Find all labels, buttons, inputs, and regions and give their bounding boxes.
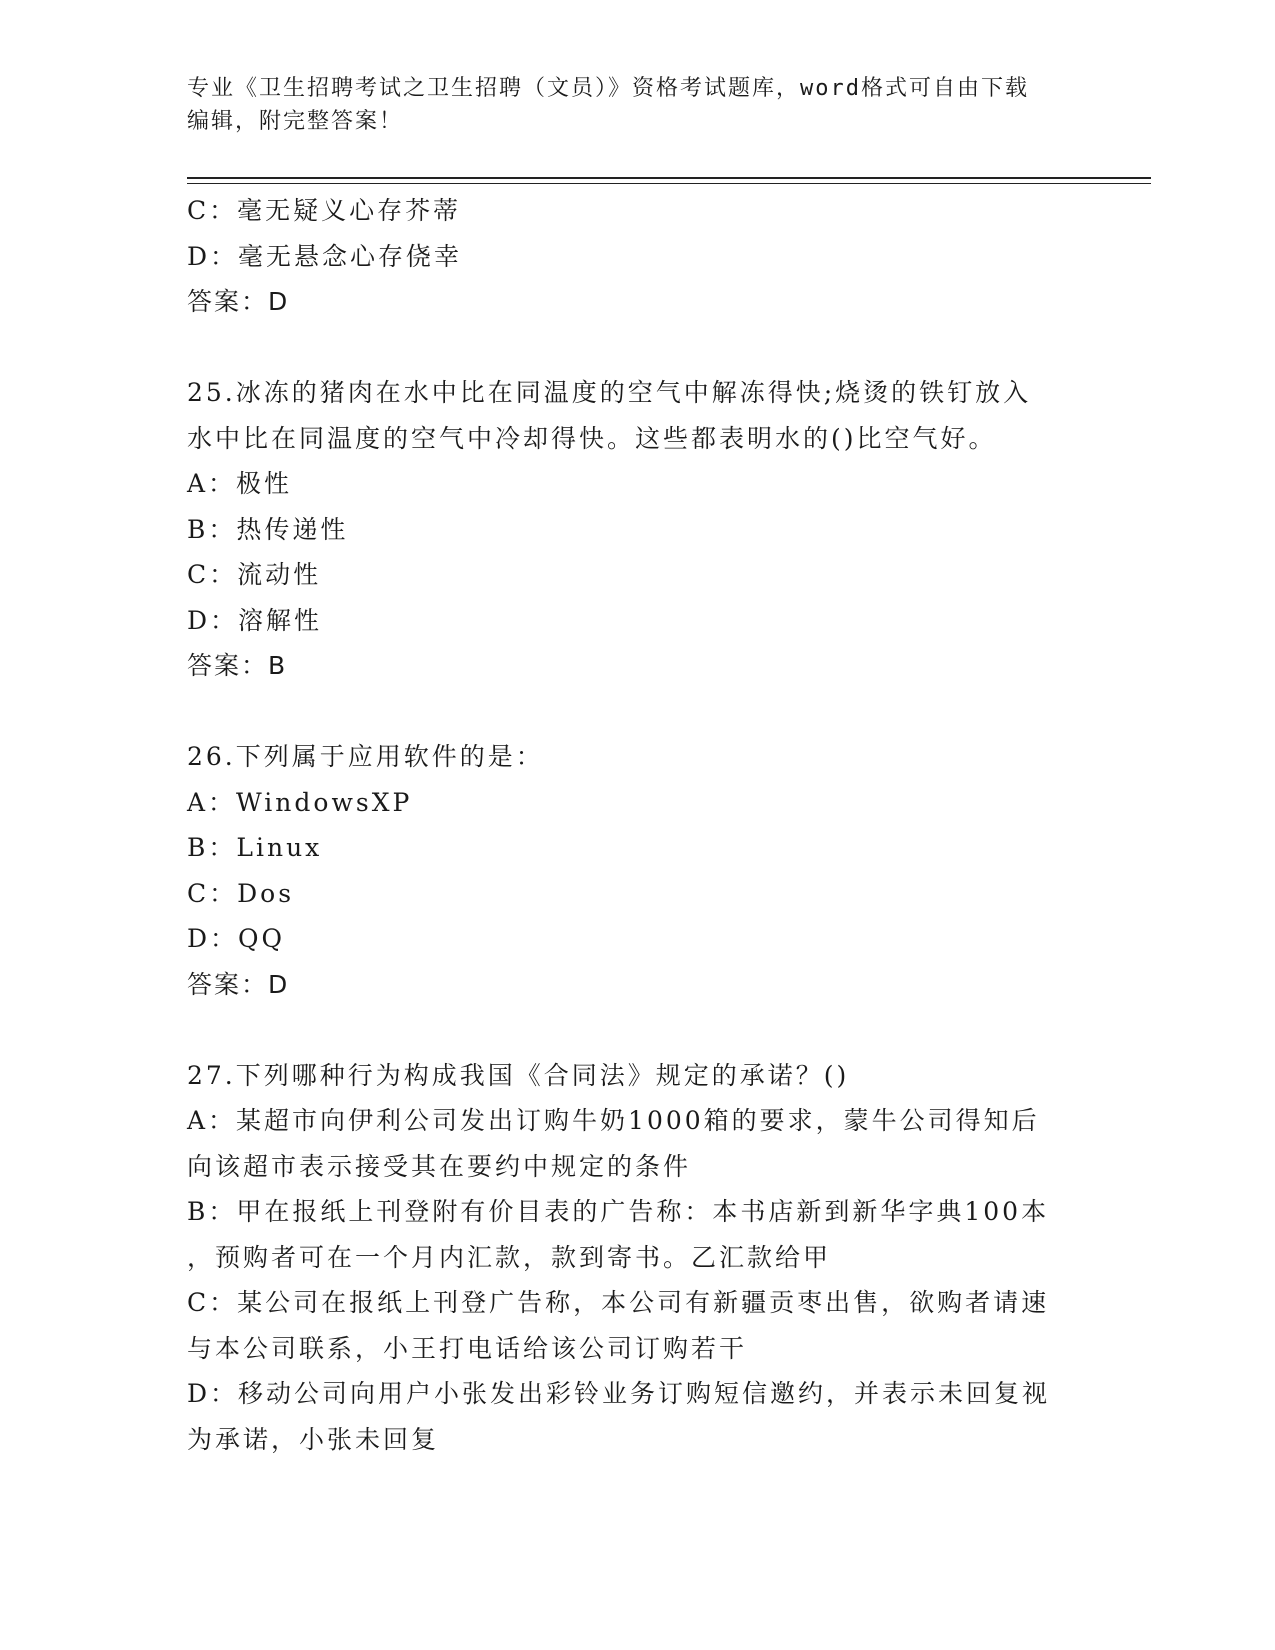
- q25-option-a: A：极性: [187, 469, 293, 498]
- q24-option-c: C：毫无疑义心存芥蒂: [187, 196, 462, 225]
- q26-option-d: D：QQ: [187, 924, 286, 953]
- q25-option-d: D：溶解性: [187, 605, 323, 635]
- q27-option-a-line-2: 向该超市表示接受其在要约中规定的条件: [187, 1151, 692, 1181]
- q27-option-d-line-1: D：移动公司向用户小张发出彩铃业务订购短信邀约，并表示未回复视: [187, 1379, 1051, 1408]
- q26-option-b: B：Linux: [187, 833, 323, 862]
- question-content: [187, 188, 1077, 1462]
- document-header: [187, 72, 1067, 138]
- q27-option-d-line-2: 为承诺，小张未回复: [187, 1424, 440, 1454]
- q27-stem: 27.下列哪种行为构成我国《合同法》规定的承诺？(): [187, 1060, 850, 1090]
- header-divider-thick: [187, 177, 1151, 179]
- q25-answer: 答案：B: [187, 651, 288, 680]
- q27-option-b-line-1: B：甲在报纸上刊登附有价目表的广告称：本书店新到新华字典100本: [187, 1197, 1050, 1226]
- header-line-2: 编辑，附完整答案！: [187, 109, 404, 134]
- spacer: [187, 689, 1077, 735]
- spacer: [187, 1007, 1077, 1053]
- q27-option-a-line-1: A：某超市向伊利公司发出订购牛奶1000箱的要求，蒙牛公司得知后: [187, 1106, 1040, 1135]
- q24-answer: 答案：D: [187, 287, 290, 316]
- q27-option-b-line-2: ，预购者可在一个月内汇款，款到寄书。乙汇款给甲: [187, 1242, 832, 1272]
- q26-option-c: C：Dos: [187, 878, 295, 908]
- spacer: [187, 325, 1077, 371]
- q27-option-c-line-1: C：某公司在报纸上刊登广告称，本公司有新疆贡枣出售，欲购者请速: [187, 1288, 1050, 1317]
- header-divider-thin: [187, 183, 1151, 184]
- q25-stem-line-1: 25.冰冻的猪肉在水中比在同温度的空气中解冻得快;烧烫的铁钉放入: [187, 378, 1032, 407]
- q26-option-a: A：WindowsXP: [187, 787, 413, 817]
- q26-stem: 26.下列属于应用软件的是：: [187, 742, 544, 771]
- q27-option-c-line-2: 与本公司联系，小王打电话给该公司订购若干: [187, 1333, 748, 1363]
- q25-option-b: B：热传递性: [187, 514, 349, 544]
- q24-option-d: D：毫无悬念心存侥幸: [187, 241, 463, 271]
- q26-answer: 答案：D: [187, 969, 290, 999]
- header-line-1: 专业《卫生招聘考试之卫生招聘（文员）》资格考试题库，word格式可自由下载: [187, 76, 1029, 101]
- q25-stem-line-2: 水中比在同温度的空气中冷却得快。这些都表明水的()比空气好。: [187, 423, 997, 453]
- q25-option-c: C：流动性: [187, 560, 322, 589]
